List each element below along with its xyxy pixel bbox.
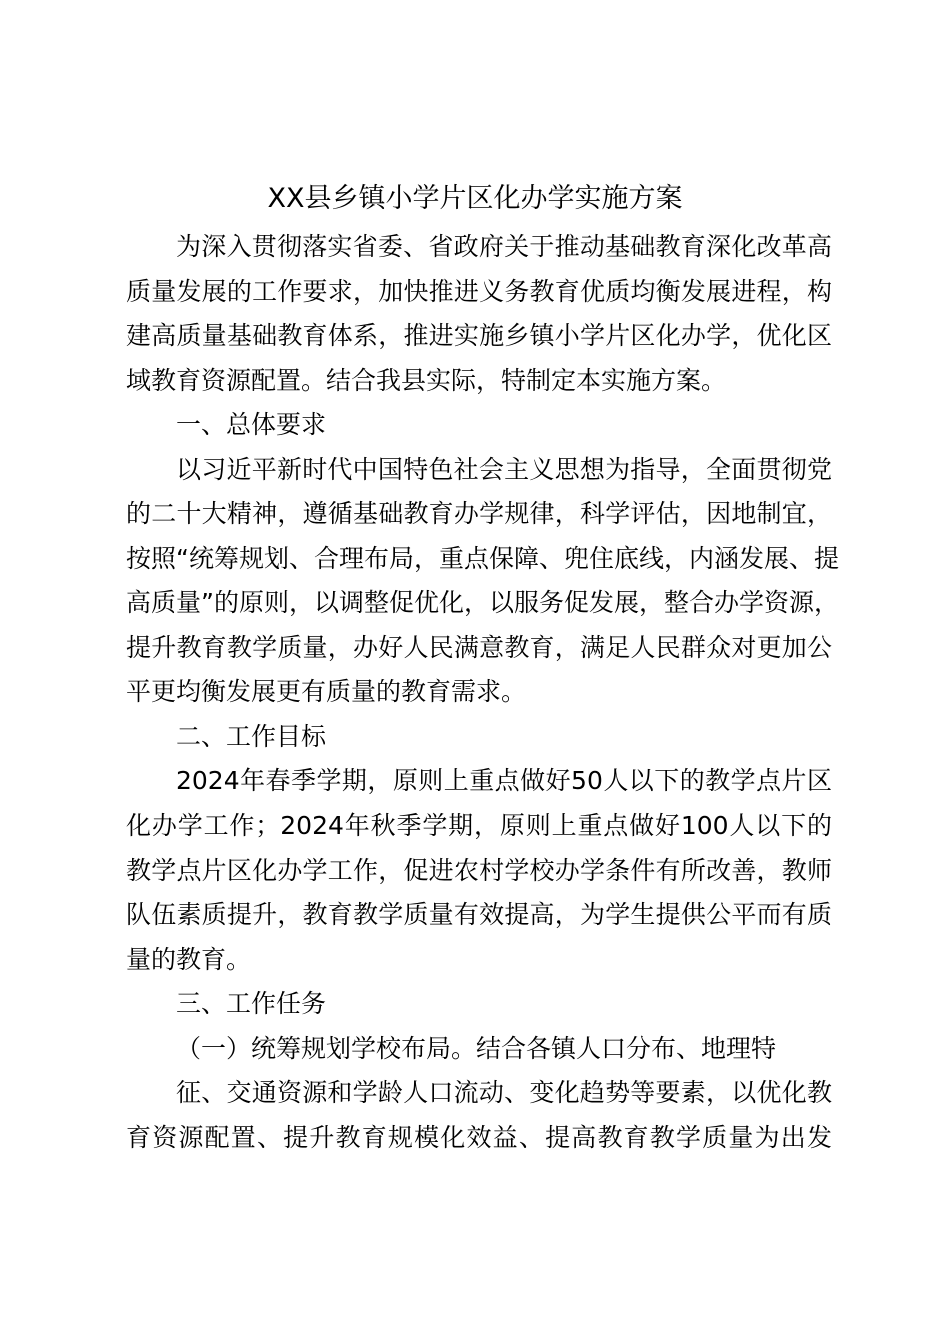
paragraph-line: （一）统筹规划学校布局。结合各镇人口分布、地理特 <box>176 1034 777 1063</box>
paragraph-line: 教学点片区化办学工作，促进农村学校办学条件有所改善，教师 <box>126 856 832 885</box>
paragraph-line: 以习近平新时代中国特色社会主义思想为指导，全面贯彻党 <box>176 455 832 484</box>
document-title: XX县乡镇小学片区化办学实施方案 <box>267 183 683 214</box>
paragraph-line: 2024年春季学期，原则上重点做好50人以下的教学点片区 <box>176 766 832 795</box>
paragraph-line: 质量发展的工作要求，加快推进义务教育优质均衡发展进程，构 <box>126 277 832 306</box>
section-heading: 一、总体要求 <box>176 410 327 439</box>
paragraph-line: 提升教育教学质量，办好人民满意教育，满足人民群众对更加公 <box>126 633 832 662</box>
paragraph-line: 按照“统筹规划、合理布局，重点保障、兜住底线，内涵发展、提 <box>126 544 839 573</box>
paragraph-line: 高质量”的原则，以调整促优化，以服务促发展，整合办学资源， <box>126 588 839 617</box>
paragraph-line: 量的教育。 <box>126 945 252 974</box>
paragraph-line: 化办学工作；2024年秋季学期，原则上重点做好100人以下的 <box>126 811 832 840</box>
paragraph-line: 域教育资源配置。结合我县实际，特制定本实施方案。 <box>126 366 727 395</box>
paragraph-line: 育资源配置、提升教育规模化效益、提高教育教学质量为出发 <box>126 1123 832 1152</box>
paragraph-line: 征、交通资源和学龄人口流动、变化趋势等要素，以优化教 <box>176 1078 832 1107</box>
section-heading: 二、工作目标 <box>176 722 327 751</box>
paragraph-line: 为深入贯彻落实省委、省政府关于推动基础教育深化改革高 <box>176 232 832 261</box>
paragraph-line: 的二十大精神，遵循基础教育办学规律，科学评估，因地制宜， <box>126 499 832 528</box>
section-heading: 三、工作任务 <box>176 989 327 1018</box>
paragraph-line: 队伍素质提升，教育教学质量有效提高，为学生提供公平而有质 <box>126 900 832 929</box>
paragraph-line: 建高质量基础教育体系，推进实施乡镇小学片区化办学，优化区 <box>126 321 832 350</box>
paragraph-line: 平更均衡发展更有质量的教育需求。 <box>126 677 527 706</box>
